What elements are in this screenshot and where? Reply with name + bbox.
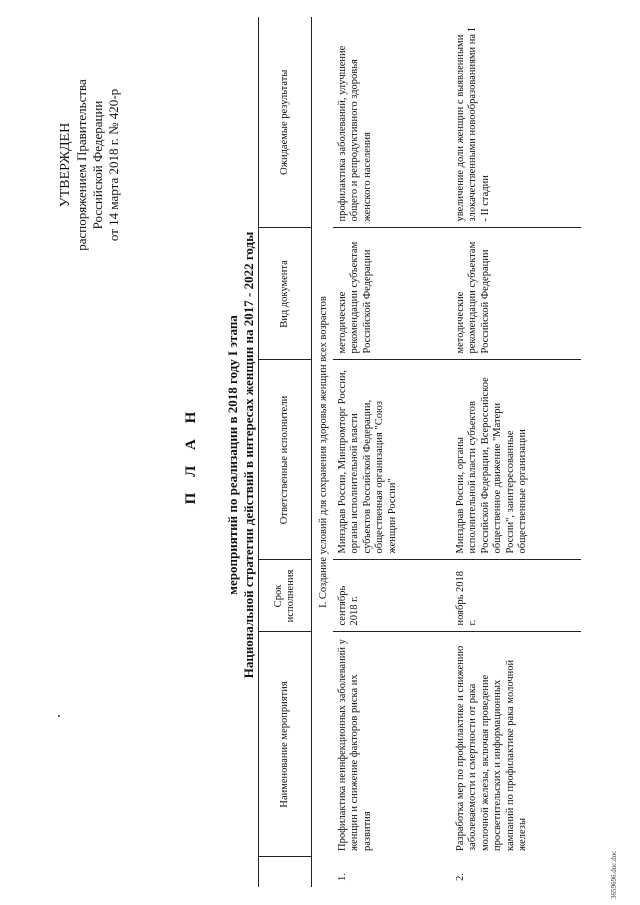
header-num bbox=[259, 857, 312, 887]
row-term: ноябрь 2018 г. bbox=[451, 560, 581, 632]
scan-speck bbox=[58, 715, 60, 717]
document-title bbox=[183, 155, 257, 755]
row-name: Профилактика неинфекционных заболеваний у женщин и снижение факторов риска их развития bbox=[333, 632, 451, 857]
row-executors: Минздрав России, органы исполнительной власти субъектов Российской Федерации, Всероссийское общественное движение "Матери России", заинтересованные общественные организации bbox=[451, 360, 581, 560]
row-doc-type: методические рекомендации субъектам Российской Федерации bbox=[451, 228, 581, 360]
row-name: Разработка мер по профилактике и снижению заболеваемости и смертности от рака молочной железы, включая проведение просветительских и информационных кампаний по профилактике рака молочной железы bbox=[451, 632, 581, 857]
approval-stamp bbox=[58, 45, 122, 285]
header-term: Срок исполнения bbox=[259, 560, 312, 632]
row-result: профилактика заболеваний, улучшение общего и репродуктивного здоровья женского населения bbox=[333, 17, 451, 228]
row-num: 1. bbox=[336, 873, 348, 881]
row-executors: Минздрав России, Минпромторг России, органы исполнительной власти субъектов Российской Федерации, общественная организация "Союз женщин России" bbox=[333, 360, 451, 560]
section-title: I. Создание условий для сохранения здоровья женщин всех возрастов bbox=[318, 296, 329, 608]
header-result: Ожидаемые результаты bbox=[259, 17, 312, 228]
row-num: 2. bbox=[454, 873, 466, 881]
approval-line-1: распоряжением Правительства bbox=[74, 79, 89, 251]
header-doc-type: Вид документа bbox=[259, 228, 312, 360]
table-row bbox=[333, 17, 451, 887]
approval-line-3: от 14 марта 2018 г. № 420-р bbox=[106, 88, 121, 242]
header-name: Наименование мероприятия bbox=[259, 632, 312, 857]
file-name-footer: 3659696.doc.doc bbox=[610, 850, 618, 899]
table-header-row bbox=[259, 17, 312, 887]
title-plan: П Л А Н bbox=[183, 405, 199, 505]
row-result: увеличение доли женщин с выявленными злокачественными новообразованиями на I - II стадии bbox=[451, 17, 581, 228]
approval-head: УТВЕРЖДЕН bbox=[58, 122, 73, 208]
header-executors: Ответственные исполнители bbox=[259, 360, 312, 560]
approval-line-2: Российской Федерации bbox=[90, 100, 105, 230]
row-doc-type: методические рекомендации субъектам Российской Федерации bbox=[333, 228, 451, 360]
plan-table bbox=[258, 17, 581, 887]
row-term: сентябрь 2018 г. bbox=[333, 560, 451, 632]
table-row bbox=[451, 17, 581, 887]
title-line-2: Национальной стратегии действий в интересах женщин на 2017 - 2022 годы bbox=[241, 231, 256, 679]
title-line-1: мероприятий по реализации в 2018 году I этапа bbox=[225, 315, 240, 595]
section-row bbox=[312, 17, 333, 887]
